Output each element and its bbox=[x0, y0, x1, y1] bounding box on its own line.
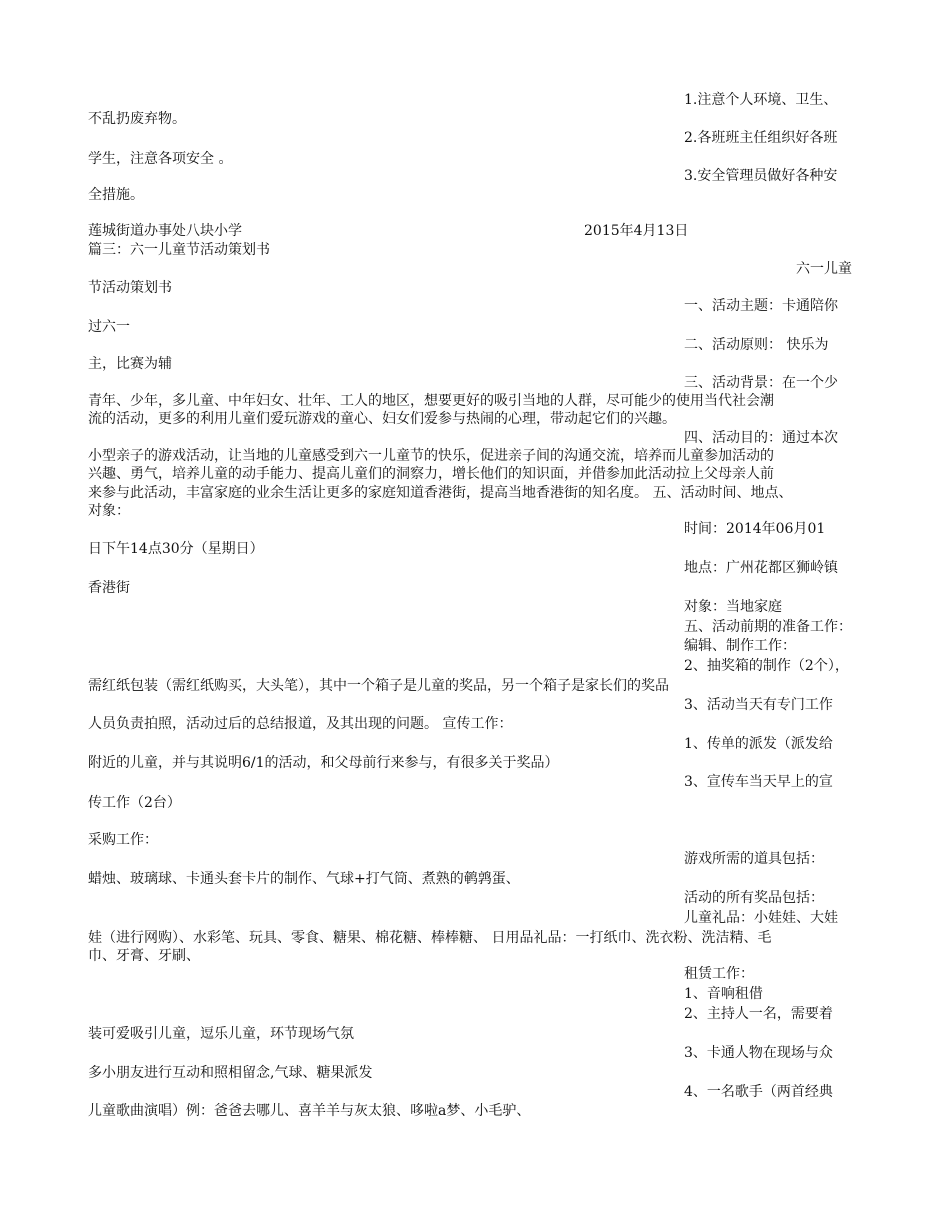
text-line: 对象：当地家庭 bbox=[684, 599, 782, 615]
text-line: 4、一名歌手（两首经典 bbox=[684, 1084, 833, 1100]
text-line: 时间：2014年06月01 bbox=[684, 521, 826, 537]
text-line: 人员负责拍照，活动过后的总结报道，及其出现的问题。 宣传工作： bbox=[88, 716, 513, 732]
text-line: 3、宣传车当天早上的宣 bbox=[684, 774, 833, 790]
text-line: 全措施。 bbox=[88, 187, 144, 203]
text-line: 过六一 bbox=[88, 319, 130, 335]
text-line: 2、主持人一名，需要着 bbox=[684, 1006, 833, 1022]
text-line: 附近的儿童，并与其说明6/1的活动，和父母前行来参与，有很多关于奖品） bbox=[88, 755, 559, 771]
text-line: 兴趣、勇气，培养儿童的动手能力、提高儿童们的洞察力，增长他们的知识面，并借参加此活动拉上父母亲人前 bbox=[88, 466, 774, 482]
text-line: 学生，注意各项安全 。 bbox=[88, 151, 233, 167]
text-line: 娃（进行网购）、水彩笔、玩具、零食、糖果、棉花糖、棒棒糖、 日用品礼品：一打纸巾、洗衣粉、洗洁精、毛 bbox=[88, 930, 772, 946]
text-line: 一、活动主题：卡通陪你 bbox=[684, 298, 838, 314]
text-line: 小型亲子的游戏活动，让当地的儿童感受到六一儿童节的快乐，促进亲子间的沟通交流，培养而儿童参加活动的 bbox=[88, 448, 774, 464]
text-line: 1、音响租借 bbox=[684, 986, 763, 1002]
text-line: 五、活动前期的准备工作： bbox=[684, 619, 852, 635]
text-line: 儿童歌曲演唱）例：爸爸去哪儿、喜羊羊与灰太狼、哆啦a梦、小毛驴、 bbox=[88, 1103, 531, 1119]
section-heading: 篇三：六一儿童节活动策划书 bbox=[88, 242, 270, 258]
text-line: 3、活动当天有专门工作 bbox=[684, 697, 833, 713]
text-line: 三、活动背景：在一个少 bbox=[684, 375, 838, 391]
text-line: 1.注意个人环境、卫生、 bbox=[684, 92, 838, 108]
text-line: 四、活动目的：通过本次 bbox=[684, 430, 838, 446]
text-line: 传工作（2台） bbox=[88, 795, 181, 811]
text-line: 巾、牙膏、牙刷、 bbox=[88, 948, 200, 964]
text-line: 青年、少年，多儿童、中年妇女、壮年、工人的地区，想要更好的吸引当地的人群，尽可能少的使用当代社会潮 bbox=[88, 393, 774, 409]
text-line: 2.各班班主任组织好各班 bbox=[684, 130, 838, 146]
text-line: 1、传单的派发（派发给 bbox=[684, 736, 833, 752]
text-line: 主，比赛为辅 bbox=[88, 356, 172, 372]
text-line: 多小朋友进行互动和照相留念,气球、糖果派发 bbox=[88, 1065, 373, 1081]
text-line: 采购工作： bbox=[88, 832, 158, 848]
text-line: 二、活动原则： 快乐为 bbox=[684, 337, 829, 353]
text-line: 活动的所有奖品包括： bbox=[684, 890, 824, 906]
text-line: 不乱扔废弃物。 bbox=[88, 111, 186, 127]
text-line: 装可爱吸引儿童，逗乐儿童，环节现场气氛 bbox=[88, 1026, 354, 1042]
date-line: 2015年4月13日 bbox=[584, 223, 689, 239]
text-line: 来参与此活动，丰富家庭的业余生活让更多的家庭知道香港街，提高当地香港街的知名度。 五、活动时间、地点、 bbox=[88, 485, 793, 501]
text-line: 地点：广州花都区狮岭镇 bbox=[684, 560, 838, 576]
text-line: 流的活动，更多的利用儿童们爱玩游戏的童心、妇女们爱参与热闹的心理，带动起它们的兴趣。 bbox=[88, 411, 676, 427]
text-line: 六一儿童 bbox=[796, 261, 852, 277]
text-line: 对象： bbox=[88, 503, 130, 519]
school-name: 莲城街道办事处八块小学 bbox=[88, 223, 242, 239]
text-line: 2、抽奖箱的制作（2个）， bbox=[684, 658, 849, 674]
text-line: 3、卡通人物在现场与众 bbox=[684, 1045, 833, 1061]
text-line: 需红纸包装（需红纸购买，大头笔），其中一个箱子是儿童的奖品，另一个箱子是家长们的奖品 bbox=[88, 678, 669, 694]
text-line: 编辑、制作工作： bbox=[684, 638, 796, 654]
text-line: 游戏所需的道具包括： bbox=[684, 851, 824, 867]
text-line: 租赁工作： bbox=[684, 966, 754, 982]
text-line: 日下午14点30分（星期日） bbox=[88, 541, 264, 557]
text-line: 香港街 bbox=[88, 580, 130, 596]
text-line: 儿童礼品：小娃娃、大娃 bbox=[684, 910, 838, 926]
text-line: 3.安全管理员做好各种安 bbox=[684, 168, 838, 184]
text-line: 蜡烛、玻璃球、卡通头套卡片的制作、气球+打气筒、煮熟的鹌鹑蛋、 bbox=[88, 871, 520, 887]
text-line: 节活动策划书 bbox=[88, 280, 172, 296]
